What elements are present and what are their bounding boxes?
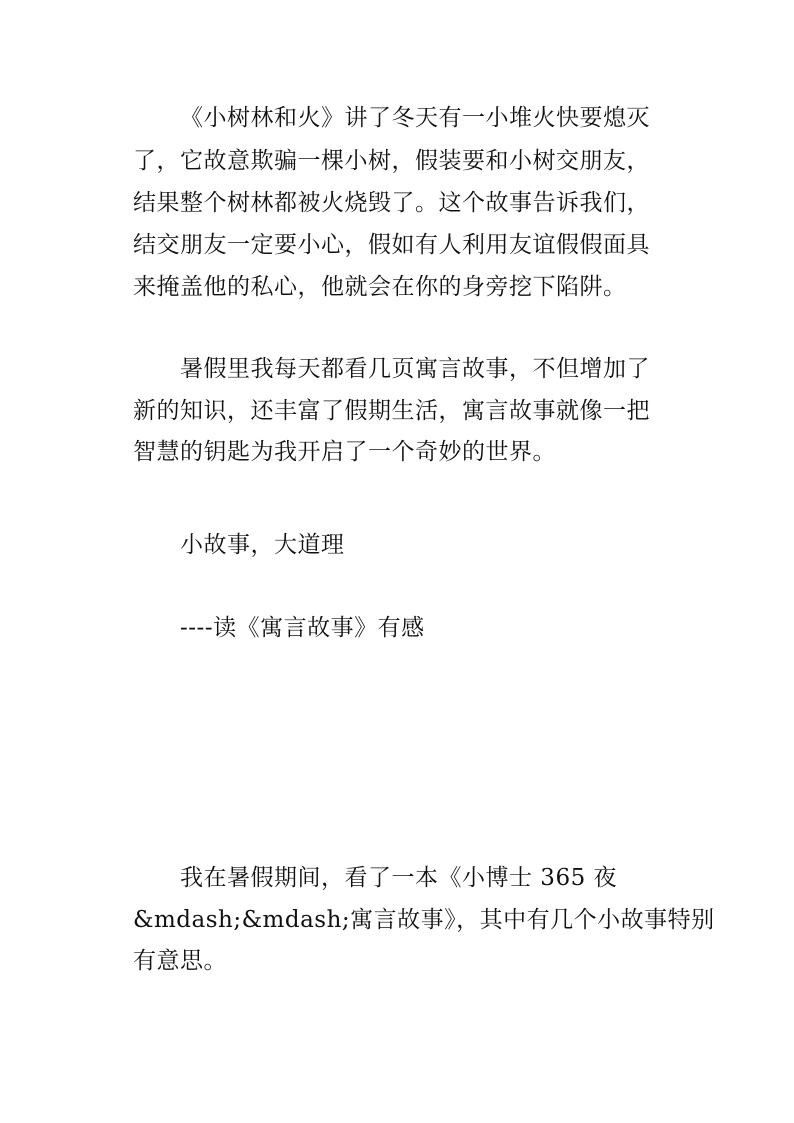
paragraph-2-line-2: 新的知识，还丰富了假期生活，寓言故事就像一把 [133, 398, 650, 424]
essay-subtitle: ----读《寓言故事》有感 [180, 615, 425, 641]
paragraph-3-line-1: 我在暑假期间，看了一本《小博士 365 夜 [180, 865, 618, 891]
paragraph-3-line-3: 有意思。 [133, 948, 227, 974]
paragraph-2-line-1: 暑假里我每天都看几页寓言故事，不但增加了 [180, 356, 650, 382]
paragraph-1-line-1: 《小树林和火》讲了冬天有一小堆火快要熄灭 [180, 105, 650, 131]
paragraph-1-line-4: 结交朋友一定要小心，假如有人利用友谊假假面具 [133, 232, 650, 258]
paragraph-1-line-5: 来掩盖他的私心，他就会在你的身旁挖下陷阱。 [133, 274, 627, 300]
paragraph-2-line-3: 智慧的钥匙为我开启了一个奇妙的世界。 [133, 439, 556, 465]
paragraph-3-line-2: &mdash;&mdash;寓言故事》，其中有几个小故事特别 [133, 907, 715, 933]
paragraph-1-line-2: 了，它故意欺骗一棵小树，假装要和小树交朋友， [133, 148, 650, 174]
paragraph-1-line-3: 结果整个树林都被火烧毁了。这个故事告诉我们， [133, 190, 650, 216]
essay-title: 小故事，大道理 [180, 532, 345, 558]
